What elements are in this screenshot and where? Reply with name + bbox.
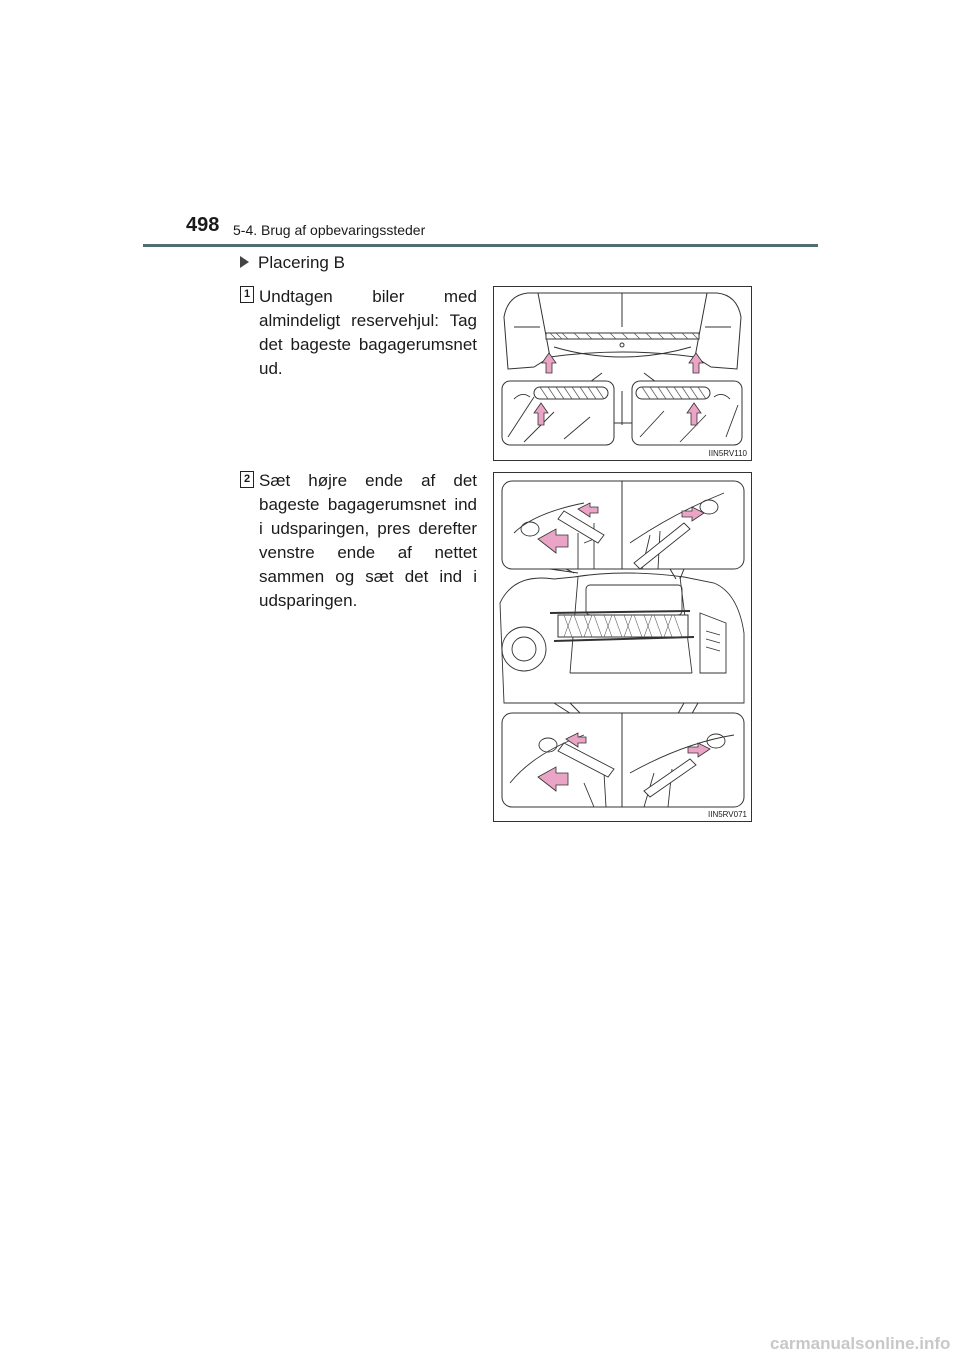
figure-2 [493,472,752,822]
figure-1-code: IIN5RV110 [708,449,747,458]
header-rule [143,244,818,247]
figure-2-drawing [494,473,751,821]
page-number: 498 [186,214,220,236]
step-1-text: Undtagen biler med almindeligt reservehjul: Tag det bageste bagagerumsnet ud. [259,287,477,378]
figure-1 [493,286,752,461]
figure-1-drawing [494,287,751,460]
figure-2-code: IIN5RV071 [708,810,747,819]
chapter-title: 5-4. Brug af opbevaringssteder [233,222,426,238]
triangle-bullet-icon [240,256,249,268]
watermark: carmanualsonline.info [770,1334,951,1353]
subheading [240,253,345,273]
subheading-label: Placering B [258,253,345,272]
step-1-badge: 1 [240,286,254,303]
step-2-text: Sæt højre ende af det bageste bagagerumsnet ind i udsparingen, pres derefter venstre ende af nettet sammen og sæt det ind i udsparingen. [259,471,477,610]
step-2-badge: 2 [240,471,254,488]
